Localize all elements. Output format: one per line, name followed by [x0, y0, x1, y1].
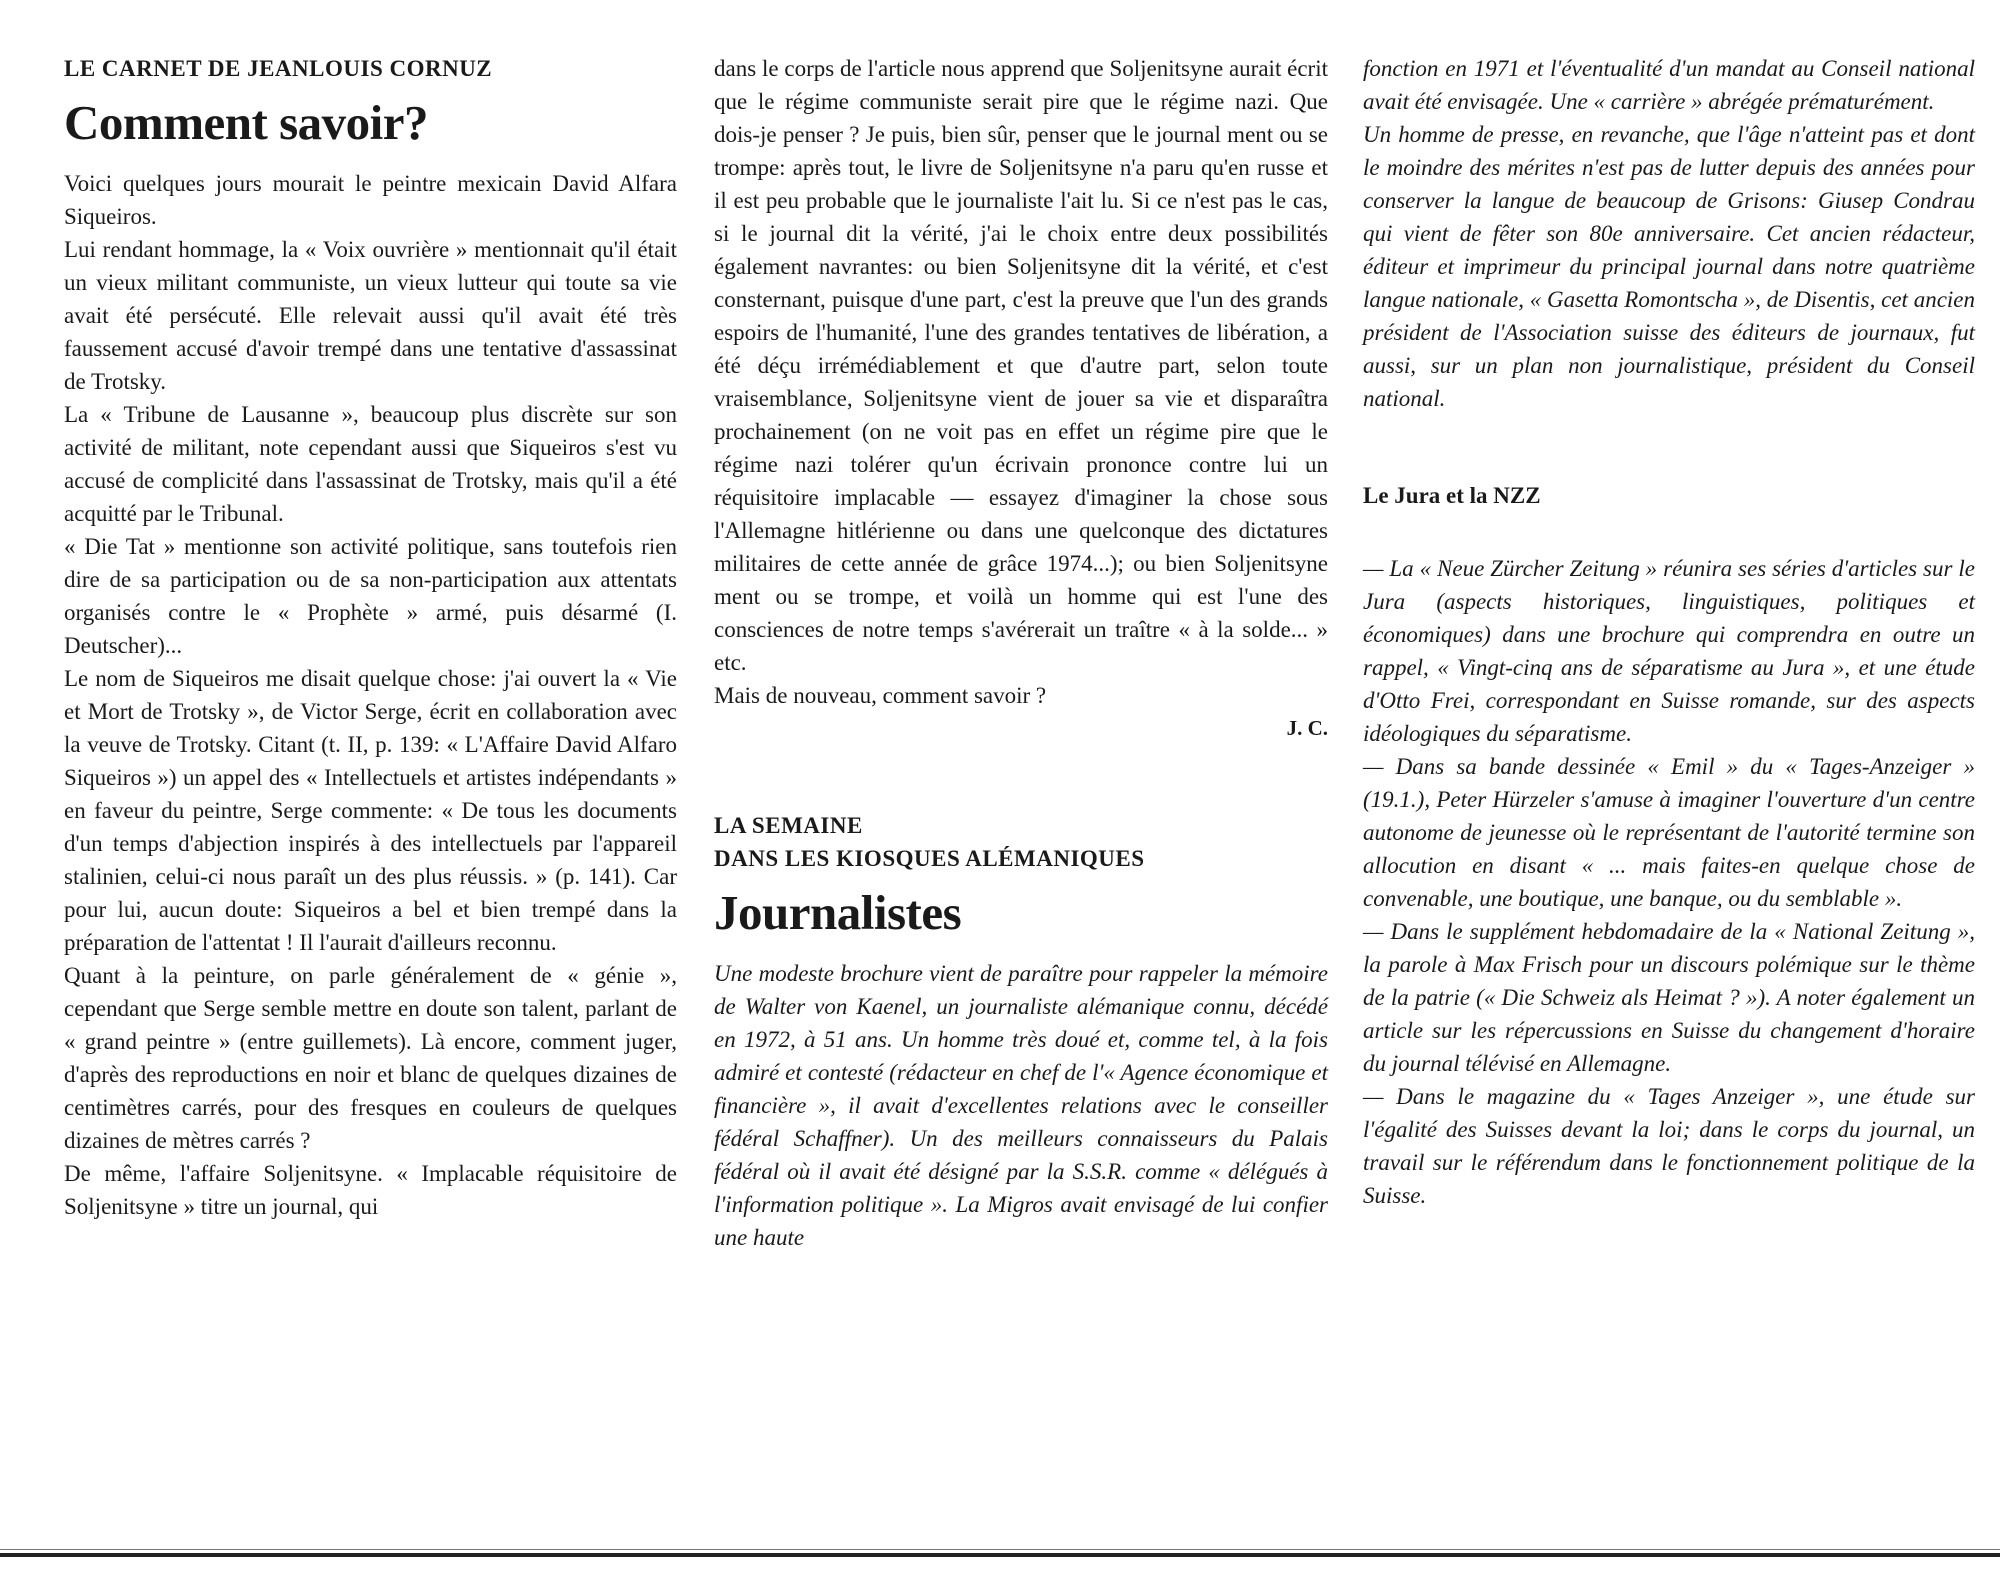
article-1-paragraph: Lui rendant hommage, la « Voix ouvrière » mentionnait qu'il était un vieux militant communiste, un vieux lutteur qui toute sa vie avait été persécuté. Elle relevait aussi qu'il avait été très faussement accusé d'avoir trempé dans une tentative d'assassinat de Trotsky. — [64, 237, 677, 394]
article-1-paragraph: « Die Tat » mentionne son activité politique, sans toutefois rien dire de sa participation ou de sa non-participation aux attentats organisés contre le « Prophète » armé, puis désarmé (I. Deutscher)... — [64, 534, 677, 658]
bottom-rule — [0, 1553, 2000, 1557]
article-2-kicker-line-1: LA SEMAINE — [714, 813, 863, 838]
article-1-continuation: dans le corps de l'article nous apprend que Soljenitsyne aurait écrit que le régime communiste serait pire que le régime nazi. Que dois-je penser ? Je puis, bien sûr, penser que le journal ment ou se trompe: après tout, le livre de Soljenitsyne n'a paru qu'en russe et il est peu probable que le journaliste l'ait lu. Si ce n'est pas le cas, si le journal dit la vérité, j'ai le choix entre deux possibilités également navrantes: ou bien Soljenitsyne dit la vérité, et c'est consternant, puisque d'une part, c'est la preuve que l'un des grands espoirs de l'humanité, l'une des grandes tentatives de libération, a été déçu irrémédiablement et que d'autre part, selon toute vraisemblance, Soljenitsyne vient de jouer sa vie et disparaîtra prochainement (on ne voit pas en effet un régime pire que le régime nazi tolérer qu'un écrivain prononce contre lui un réquisitoire implacable — essayez d'imaginer la chose sous l'Allemagne hitlérienne ou dans une quelconque des dictatures militaires de cette année de grâce 1974...); ou bien Soljenitsyne ment ou se trompe, et voilà un homme qui est l'une des consciences de notre temps s'avérerait un traître « à la solde... » etc. — [714, 56, 1328, 675]
article-1-paragraph: Quant à la peinture, on parle généralement de « génie », cependant que Serge semble mettre en doute son talent, parlant de « grand peintre » (entre guillemets). Là encore, comment juger, d'après des reproductions en noir et blanc de quelques dizaines de centimètres carrés, pour des fresques en couleurs de quelques dizaines de mètres carrés ? — [64, 963, 677, 1153]
article-2-kicker-line-2: DANS LES KIOSQUES ALÉMANIQUES — [714, 846, 1145, 871]
column-1 — [64, 52, 677, 1223]
article-3-paragraph: — Dans sa bande dessinée « Emil » du « Tages-Anzeiger » (19.1.), Peter Hürzeler s'amuse à imaginer l'ouverture d'un centre autonome de jeunesse où le représentant de l'autorité termine son allocution en disant « ... mais faites-en quelque chose de convenable, une boutique, une banque, ou du semblable ». — [1363, 754, 1975, 911]
article-1-paragraph: Voici quelques jours mourait le peintre mexicain David Alfara Siqueiros. — [64, 171, 677, 229]
article-2-paragraph: Un homme de presse, en revanche, que l'âge n'atteint pas et dont le moindre des mérites n'est pas de lutter depuis des années pour conserver la langue de beaucoup de Grisons: Giusep Condrau qui vient de fêter son 80e anniversaire. Cet ancien rédacteur, éditeur et imprimeur du principal journal dans notre quatrième langue nationale, « Gasetta Romontscha », de Disentis, cet ancien président de l'Association suisse des éditeurs de journaux, fut aussi, sur un plan non journalistique, président du Conseil national. — [1363, 122, 1975, 411]
article-2-continuation: fonction en 1971 et l'éventualité d'un mandat au Conseil national avait été envisagée. Une « carrière » abrégée prématurément. — [1363, 56, 1975, 114]
article-1-kicker: LE CARNET DE JEANLOUIS CORNUZ — [64, 56, 493, 81]
bottom-rule-thin — [0, 1549, 2000, 1550]
article-1-closing: Mais de nouveau, comment savoir ? — [714, 683, 1047, 708]
article-2-paragraph: Une modeste brochure vient de paraître pour rappeler la mémoire de Walter von Kaenel, un journaliste alémanique connu, décédé en 1972, à 51 ans. Un homme très doué et, comme tel, à la fois admiré et contesté (rédacteur en chef de l'« Agence économique et financière », il avait d'excellentes relations avec le conseiller fédéral Schaffner). Un des meilleurs connaisseurs du Palais fédéral où il avait été désigné par la S.S.R. comme « délégués à l'information politique ». La Migros avait envisagé de lui confier une haute — [714, 961, 1328, 1250]
article-1-paragraph: La « Tribune de Lausanne », beaucoup plus discrète sur son activité de militant, note cependant aussi que Siqueiros s'est vu accusé de complicité dans l'assassinat de Trotsky, mais qu'il a été acquitté par le Tribunal. — [64, 402, 677, 526]
article-1-paragraph: Le nom de Siqueiros me disait quelque chose: j'ai ouvert la « Vie et Mort de Trotsky », de Victor Serge, écrit en collaboration avec la veuve de Trotsky. Citant (t. II, p. 139: « L'Affaire David Alfaro Siqueiros ») un appel des « Intellectuels et artistes indépendants » en faveur du peintre, Serge commente: « De tous les documents d'un temps d'abjection inspirés à des intellectuels par l'appareil stalinien, celui-ci nous paraît un des plus réussis. » (p. 141). Car pour lui, aucun doute: Siqueiros a bel et bien trempé dans la préparation de l'attentat ! Il l'aurait d'ailleurs reconnu. — [64, 666, 677, 955]
column-3 — [1363, 52, 1975, 1212]
article-3-paragraph: — La « Neue Zürcher Zeitung » réunira ses séries d'articles sur le Jura (aspects historiques, linguistiques, politiques et économiques) dans une brochure qui comprendra en outre un rappel, « Vingt-cinq ans de séparatisme au Jura », et une étude d'Otto Frei, correspondant en Suisse romande, sur des aspects idéologiques du séparatisme. — [1363, 556, 1975, 746]
article-3-paragraph: — Dans le supplément hebdomadaire de la « National Zeitung », la parole à Max Frisch pour un discours polémique sur le thème de la patrie (« Die Schweiz als Heimat ? »). A noter également un article sur les répercussions en Suisse du changement d'horaire du journal télévisé en Allemagne. — [1363, 919, 1975, 1076]
article-1-signature: J. C. — [1286, 716, 1328, 740]
article-3-paragraph: — Dans le magazine du « Tages Anzeiger », une étude sur l'égalité des Suisses devant la loi; dans le corps du journal, un travail sur le référendum dans le fonctionnement politique de la Suisse. — [1363, 1084, 1975, 1208]
article-1-paragraph: De même, l'affaire Soljenitsyne. « Implacable réquisitoire de Soljenitsyne » titre un journal, qui — [64, 1161, 677, 1219]
article-2-title: Journalistes — [714, 885, 962, 940]
article-3-title: Le Jura et la NZZ — [1363, 483, 1541, 508]
column-2 — [714, 52, 1328, 1254]
article-1-title: Comment savoir? — [64, 95, 429, 150]
